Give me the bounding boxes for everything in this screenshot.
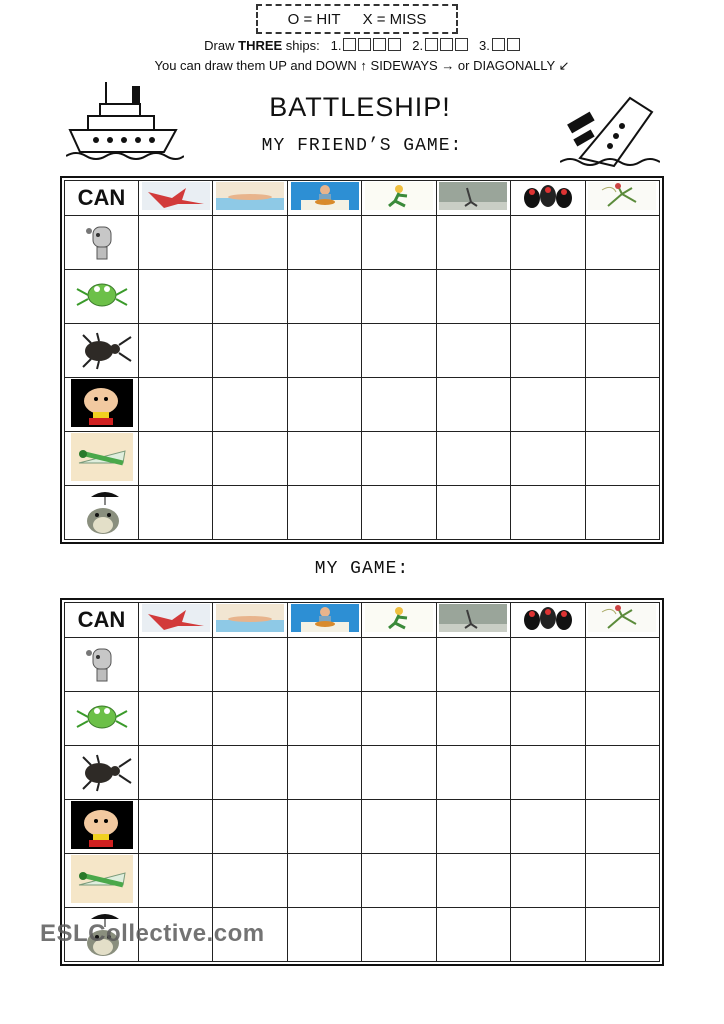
friend-grid-cell[interactable]	[511, 378, 585, 432]
my-grid-cell[interactable]	[436, 908, 510, 962]
grid-row	[65, 432, 660, 486]
column-header	[436, 181, 510, 216]
cartoon-baby-icon	[71, 801, 133, 849]
friend-grid-cell[interactable]	[585, 378, 659, 432]
my-grid-cell[interactable]	[362, 854, 436, 908]
row-header	[65, 216, 139, 270]
my-game-label: MY GAME:	[314, 559, 410, 579]
friend-grid-cell[interactable]	[511, 324, 585, 378]
my-grid-cell[interactable]	[287, 854, 361, 908]
my-grid-cell[interactable]	[511, 908, 585, 962]
my-grid-cell[interactable]	[585, 908, 659, 962]
column-header	[213, 603, 287, 638]
column-header	[585, 603, 659, 638]
column-header	[139, 181, 213, 216]
friend-grid-cell[interactable]	[585, 324, 659, 378]
column-header	[213, 181, 287, 216]
my-grid-cell[interactable]	[287, 638, 361, 692]
cicada-icon	[71, 433, 133, 481]
beetle-icon	[71, 325, 133, 373]
column-header	[287, 181, 361, 216]
friend-grid-cell[interactable]	[139, 486, 213, 540]
my-grid-cell[interactable]	[436, 638, 510, 692]
friend-grid-cell[interactable]	[139, 432, 213, 486]
friend-grid-cell[interactable]	[213, 324, 287, 378]
ship-square	[492, 38, 505, 51]
column-header	[362, 181, 436, 216]
page-title: BATTLESHIP!	[269, 92, 451, 122]
my-grid-cell[interactable]	[287, 908, 361, 962]
friend-grid-cell[interactable]	[436, 270, 510, 324]
ship-square	[455, 38, 468, 51]
person-dancing-icon	[588, 604, 656, 632]
friend-grid-cell[interactable]	[511, 486, 585, 540]
ship-square	[373, 38, 386, 51]
my-grid-cell[interactable]	[287, 692, 361, 746]
row-header	[65, 746, 139, 800]
row-header	[65, 324, 139, 378]
grid-row	[65, 324, 660, 378]
my-grid-cell[interactable]	[213, 746, 287, 800]
friend-grid-cell[interactable]	[287, 216, 361, 270]
column-header	[585, 181, 659, 216]
sinking-ship-icon	[560, 88, 660, 170]
my-grid-cell[interactable]	[436, 746, 510, 800]
row-header	[65, 486, 139, 540]
beetle-icon	[71, 747, 133, 795]
my-grid-cell[interactable]	[585, 746, 659, 800]
friend-game-label: MY FRIEND’S GAME:	[261, 136, 463, 156]
my-grid-cell[interactable]	[213, 854, 287, 908]
friend-grid-cell[interactable]	[436, 378, 510, 432]
ship-square	[343, 38, 356, 51]
friend-grid-cell[interactable]	[436, 216, 510, 270]
my-grid-cell[interactable]	[585, 692, 659, 746]
watermark: ESLCollective.com	[40, 920, 265, 947]
grid-row	[65, 692, 660, 746]
person-cooking-icon	[291, 604, 359, 632]
column-header	[511, 603, 585, 638]
friend-grid-cell[interactable]	[287, 324, 361, 378]
ships-instruction	[0, 38, 724, 53]
ship-square	[388, 38, 401, 51]
row-header	[65, 800, 139, 854]
my-grid-cell[interactable]	[213, 638, 287, 692]
friend-grid-cell[interactable]	[436, 486, 510, 540]
friend-grid-cell[interactable]	[139, 216, 213, 270]
row-header	[65, 432, 139, 486]
grid-row	[65, 746, 660, 800]
cicada-icon	[71, 855, 133, 903]
friend-grid-cell[interactable]	[436, 432, 510, 486]
friend-grid-cell[interactable]	[362, 216, 436, 270]
column-header	[511, 181, 585, 216]
ship-square	[440, 38, 453, 51]
person-running-icon	[365, 182, 433, 210]
friend-grid-cell[interactable]	[362, 432, 436, 486]
grid-row	[65, 270, 660, 324]
friend-grid-cell[interactable]	[585, 270, 659, 324]
friend-grid-cell[interactable]	[139, 324, 213, 378]
row-header	[65, 638, 139, 692]
friend-grid-cell[interactable]	[511, 432, 585, 486]
person-walking-icon	[439, 182, 507, 210]
my-grid-cell[interactable]	[213, 692, 287, 746]
frog-icon	[71, 693, 133, 741]
bird-flying-icon	[142, 604, 210, 632]
grid-row	[65, 378, 660, 432]
grid-row	[65, 216, 660, 270]
person-walking-icon	[439, 604, 507, 632]
ship-square	[358, 38, 371, 51]
robot-icon	[71, 217, 133, 265]
ship1-label: 1.	[330, 38, 342, 53]
column-header	[287, 603, 361, 638]
my-grid-cell[interactable]	[511, 692, 585, 746]
friend-grid-cell[interactable]	[362, 324, 436, 378]
legend-box	[256, 4, 458, 34]
grid-row	[65, 854, 660, 908]
row-header	[65, 692, 139, 746]
directions-text: You can draw them UP and DOWN ↑ SIDEWAYS → or DIAGONALLY ↙	[154, 58, 570, 73]
friend-grid-cell[interactable]	[213, 270, 287, 324]
friend-grid-cell[interactable]	[511, 216, 585, 270]
my-grid-cell[interactable]	[362, 908, 436, 962]
friend-grid-cell[interactable]	[287, 270, 361, 324]
friend-grid-cell[interactable]	[287, 486, 361, 540]
friend-grid-cell[interactable]	[362, 270, 436, 324]
my-grid-cell[interactable]	[511, 800, 585, 854]
column-header	[139, 603, 213, 638]
my-grid-cell[interactable]	[287, 746, 361, 800]
legend-hit: O = HIT	[287, 10, 341, 28]
my-grid-cell[interactable]	[287, 800, 361, 854]
friend-grid-cell[interactable]	[362, 378, 436, 432]
my-grid-cell[interactable]	[213, 800, 287, 854]
friend-grid-cell[interactable]	[585, 486, 659, 540]
row-header	[65, 854, 139, 908]
my-grid-cell[interactable]	[511, 638, 585, 692]
friend-grid-cell[interactable]	[436, 324, 510, 378]
ships-bold: THREE	[238, 38, 283, 53]
my-grid-cell[interactable]	[511, 854, 585, 908]
my-grid-cell[interactable]	[139, 746, 213, 800]
ships-suffix: ships:	[282, 38, 320, 53]
friend-grid-cell[interactable]	[511, 270, 585, 324]
people-singing-icon	[514, 604, 582, 632]
friend-grid-cell[interactable]	[213, 216, 287, 270]
my-grid-cell[interactable]	[362, 800, 436, 854]
person-swimming-icon	[216, 604, 284, 632]
my-grid-cell[interactable]	[585, 800, 659, 854]
friend-grid-cell[interactable]	[213, 486, 287, 540]
friend-grid-cell[interactable]	[213, 432, 287, 486]
column-header	[436, 603, 510, 638]
friend-grid-cell[interactable]	[139, 378, 213, 432]
friend-grid-cell[interactable]	[287, 432, 361, 486]
my-grid-cell[interactable]	[139, 692, 213, 746]
grid-row	[65, 486, 660, 540]
bird-flying-icon	[142, 182, 210, 210]
my-grid-cell[interactable]	[362, 746, 436, 800]
person-dancing-icon	[588, 182, 656, 210]
row-header	[65, 270, 139, 324]
grid-header-row	[65, 603, 660, 638]
ship2-label: 2.	[412, 38, 424, 53]
friend-grid-cell[interactable]	[287, 378, 361, 432]
person-swimming-icon	[216, 182, 284, 210]
people-singing-icon	[514, 182, 582, 210]
grid-corner-label: CAN	[65, 603, 139, 638]
my-grid-cell[interactable]	[585, 638, 659, 692]
person-cooking-icon	[291, 182, 359, 210]
my-grid-cell[interactable]	[139, 800, 213, 854]
grid-header-row	[65, 181, 660, 216]
my-grid-cell[interactable]	[436, 854, 510, 908]
friend-grid-cell[interactable]	[213, 378, 287, 432]
legend-miss: X = MISS	[362, 10, 427, 28]
my-grid-cell[interactable]	[139, 638, 213, 692]
friend-grid-cell[interactable]	[139, 270, 213, 324]
column-header	[362, 603, 436, 638]
my-grid-cell[interactable]	[436, 800, 510, 854]
person-running-icon	[365, 604, 433, 632]
my-grid-cell[interactable]	[511, 746, 585, 800]
ships-prefix: Draw	[204, 38, 239, 53]
my-grid-cell[interactable]	[585, 854, 659, 908]
grid-corner-label: CAN	[65, 181, 139, 216]
my-grid-cell[interactable]	[139, 854, 213, 908]
my-game-grid	[60, 598, 664, 966]
grid-row	[65, 800, 660, 854]
ship3-label: 3.	[478, 38, 490, 53]
friend-grid-cell[interactable]	[585, 216, 659, 270]
cartoon-baby-icon	[71, 379, 133, 427]
robot-icon	[71, 639, 133, 687]
ship-square	[425, 38, 438, 51]
friend-game-grid	[60, 176, 664, 544]
friend-grid-cell[interactable]	[362, 486, 436, 540]
row-header	[65, 378, 139, 432]
frog-icon	[71, 271, 133, 319]
totoro-umbrella-icon	[71, 487, 133, 535]
grid-row	[65, 638, 660, 692]
ship-square	[507, 38, 520, 51]
my-grid-cell[interactable]	[362, 692, 436, 746]
my-grid-cell[interactable]	[436, 692, 510, 746]
friend-grid-cell[interactable]	[585, 432, 659, 486]
my-grid-cell[interactable]	[362, 638, 436, 692]
